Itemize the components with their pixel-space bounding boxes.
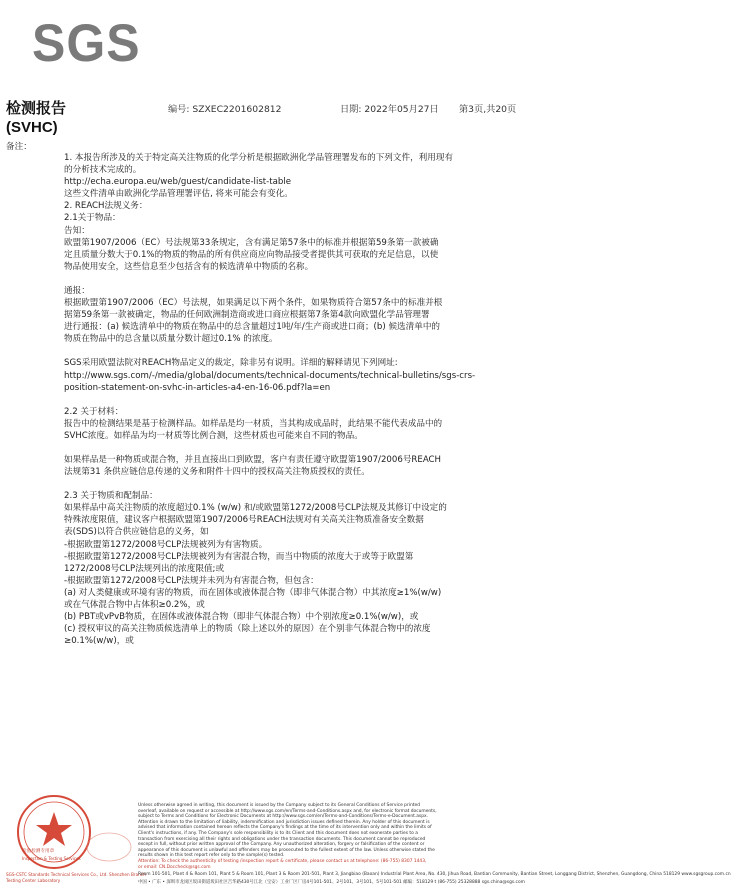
body-line: 2.2 关于材料： [64,406,124,417]
body-line: 如果样品中高关注物质的浓度超过0.1% (w/w) 和/或欧盟第1272/2008号CLP法规及其修订中设定的 [64,503,447,514]
body-line: 据第59条第一款被确定，物品的任何欧洲制造商或进口商应根据第7条第4款向欧盟化学品管理署 [64,310,430,321]
footer-terms [138,803,731,885]
body-line: 表(SDS)以符合供应链信息的义务，如 [64,527,209,538]
footer-line: Unless otherwise agreed in writing, this document is issued by the Company subject to its General Conditions of Service printed [138,803,420,808]
body-line: 根据欧盟第1907/2006（EC）号法规，如果满足以下两个条件，如果物质符合第57条中的标准并根 [64,298,443,309]
footer-line: appearance of this document is unlawful and offenders may be prosecuted to the fullest extent of the law. Unless otherwise stated the [138,847,435,853]
body-line: 欧盟第1907/2006（EC）号法规第33条规定，含有满足第57条中的标准并根据第59条第一款被确 [64,237,439,248]
body-line: 或在气体混合物中占体积≥0.2%，或 [64,600,205,610]
body-line: SVHC浓度。如样品为均一材质等比例合测，这些材质也可能来自不同的物品。 [64,430,363,441]
report-body [64,152,504,647]
report-number: 编号: SZXEC2201602812 [168,104,282,115]
footer-line: results shown in this test report refer only to the sample(s) tested. [138,853,285,859]
body-line: 告知： [64,225,90,236]
footer-address-cn: 中国 • 广东 • 深圳市龙岗区坂田街道坂田社区吉华路430号江北（宝安）工业厂区厂房4号101-501、2号101、3号101、5号101-501 邮编：518129 t (86-755) 25328888 sgs.china@sgs.com [138,879,525,885]
footer-address-en: Room 101-501, Plant 4 & Room 101, Plant 5 & Room 101, Plant 3 & Room 201-501, Plant 3, Jiangbiao (Baoan) Industrial Plant Area, No. 430, Jihua Road, Bantian Community, Bantian Street, Longgang District, Shenzhen, Guangdong, China 518129 www.sgsgroup.com.cn [138,872,731,878]
body-line: 物质在物品中的总含量以质量分数计超过0.1% 的浓度。 [64,334,278,345]
footer-line: except in full, without prior written approval of the Company. Any unauthorized alteration, forgery or falsification of the content or [138,842,425,848]
spacer [64,478,504,490]
footer-line: Attention is drawn to the limitation of liability, indemnification and jurisdiction issues defined therein. Any holder of this document is [138,819,430,825]
stamp-text-left: SGS-CSTC Standards Technical Services Co., Ltd. Shenzhen Branch [6,872,146,877]
body-line: position-statement-on-svhc-in-articles-a4-en-16-06.pdf?la=en [64,382,331,393]
body-line: (a) 对人类健康或环境有害的物质，而在固体或液体混合物（即非气体混合物）中其浓度≥1%(w/w) [64,587,442,598]
report-date: 日期: 2022年05月27日 [340,104,439,115]
body-line: 2.1关于物品： [64,213,121,224]
stamp-text-right: Testing Center Laboratory [6,878,61,883]
body-line: 物品使用安全，这些信息至少包括含有的候选清单中物质的名称。 [64,261,314,272]
body-line: -根据欧盟第1272/2008号CLP法规被列为有害混合物，而当中物质的浓度大于或等于欧盟第 [64,551,414,562]
body-line: 1272/2008号CLP法规列出的浓度限值;或 [64,563,225,574]
page-indicator: 第3页,共20页 [459,104,517,115]
footer-line: overleaf, available on request or accessible at http://www.sgs.com/en/Terms-and-Conditions.aspx and, for electronic format documents, [138,808,437,814]
body-line: 报告中的检测结果是基于检测样品。如样品是均一材质，当其构成成品时，此结果不能代表成品中的 [64,418,443,429]
body-line: -根据欧盟第1272/2008号CLP法规被列为有害物质。 [64,539,268,550]
seal-label: 检验检测专用章 [22,849,55,854]
body-line: SGS采用欧盟法院对REACH物品定义的裁定，除非另有说明。详细的解释请见下列网址: [64,358,398,369]
body-line: (c) 授权审议的高关注物质候选清单上的物质（除上述以外的原因）在个别非气体混合物中的浓度 [64,624,431,635]
body-line: 2.3 关于物质和配制品： [64,491,158,502]
body-line: -根据欧盟第1272/2008号CLP法规并未列为有害混合物，但包含： [64,575,319,586]
body-line: http://echa.europa.eu/web/guest/candidate-list-table [64,177,292,188]
body-line: 1. 本报告所涉及的关于特定高关注物质的化学分析是根据欧洲化学品管理署发布的下列文件，利用现有 [64,153,454,163]
footer-attention: Attention: To check the authenticity of testing /inspection report & certificate, please contact us at telephone: (86-755) 8307 1443, [138,858,427,864]
report-title: 检测报告 [6,100,67,117]
seal-sub-label: Inspection & Testing Services [22,856,81,861]
footer-email: or email: CN.Doccheck@sgs.com [138,864,211,870]
footer-line: advised that information contained hereon reflects the Company's findings at the time of its intervention only and within the limits of [138,825,432,831]
body-line: 这些文件清单由欧洲化学品管理署评估, 将来可能会有变化。 [64,189,293,200]
body-line: http://www.sgs.com/-/media/global/documents/technical-documents/technical-bulletins/sgs-crs- [64,370,476,381]
spacer [64,442,504,454]
spacer [64,273,504,285]
sgs-logo: SGS [32,13,141,73]
body-line: 特殊浓度限值，建议客户根据欧盟第1907/2006号REACH法规对有关高关注物质准备安全数据 [64,515,424,526]
body-line: 通报： [64,285,90,296]
body-line: 的分析技术完成的。 [64,165,142,176]
spacer [64,345,504,357]
body-line: 进行通报：(a) 候选清单中的物质在物品中的总含量超过1吨/年/生产商或进口商；(b) 候选清单中的 [64,322,441,333]
body-line: 2. REACH法规义务： [64,201,148,212]
report-subtitle: (SVHC) [6,119,58,136]
body-line: ≥0.1%(w/w)，或 [64,636,134,647]
body-line: 定且质量分数大于0.1%的物质的物品的所有供应商应向物品接受者提供其可获取的充足信息，以使 [64,249,439,260]
footer-line: transaction from exercising all their rights and obligations under the transaction documents. This document cannot be reproduced [138,836,426,842]
footer-line: subject to Terms and Conditions for Electronic Documents at http://www.sgs.com/en/Terms-and-Conditions/Terms-e-Document.aspx. [138,814,429,820]
body-line: (b) PBT或vPvB物质，在固体或液体混合物（即非气体混合物）中个别浓度≥0.1%(w/w)，或 [64,612,419,623]
footer-line: Client's instructions, if any. The Company's sole responsibility is to its Client and this document does not exonerate parties to a [138,830,418,836]
body-line: 如果样品是一种物质或混合物，并且直接出口到欧盟，客户有责任遵守欧盟第1907/2006号REACH [64,454,442,465]
remarks-label: 备注： [6,142,32,152]
spacer [64,394,504,406]
body-line: 法规第31 条供应链信息传递的义务和附件十四中的授权高关注物质授权的责任。 [64,467,370,478]
